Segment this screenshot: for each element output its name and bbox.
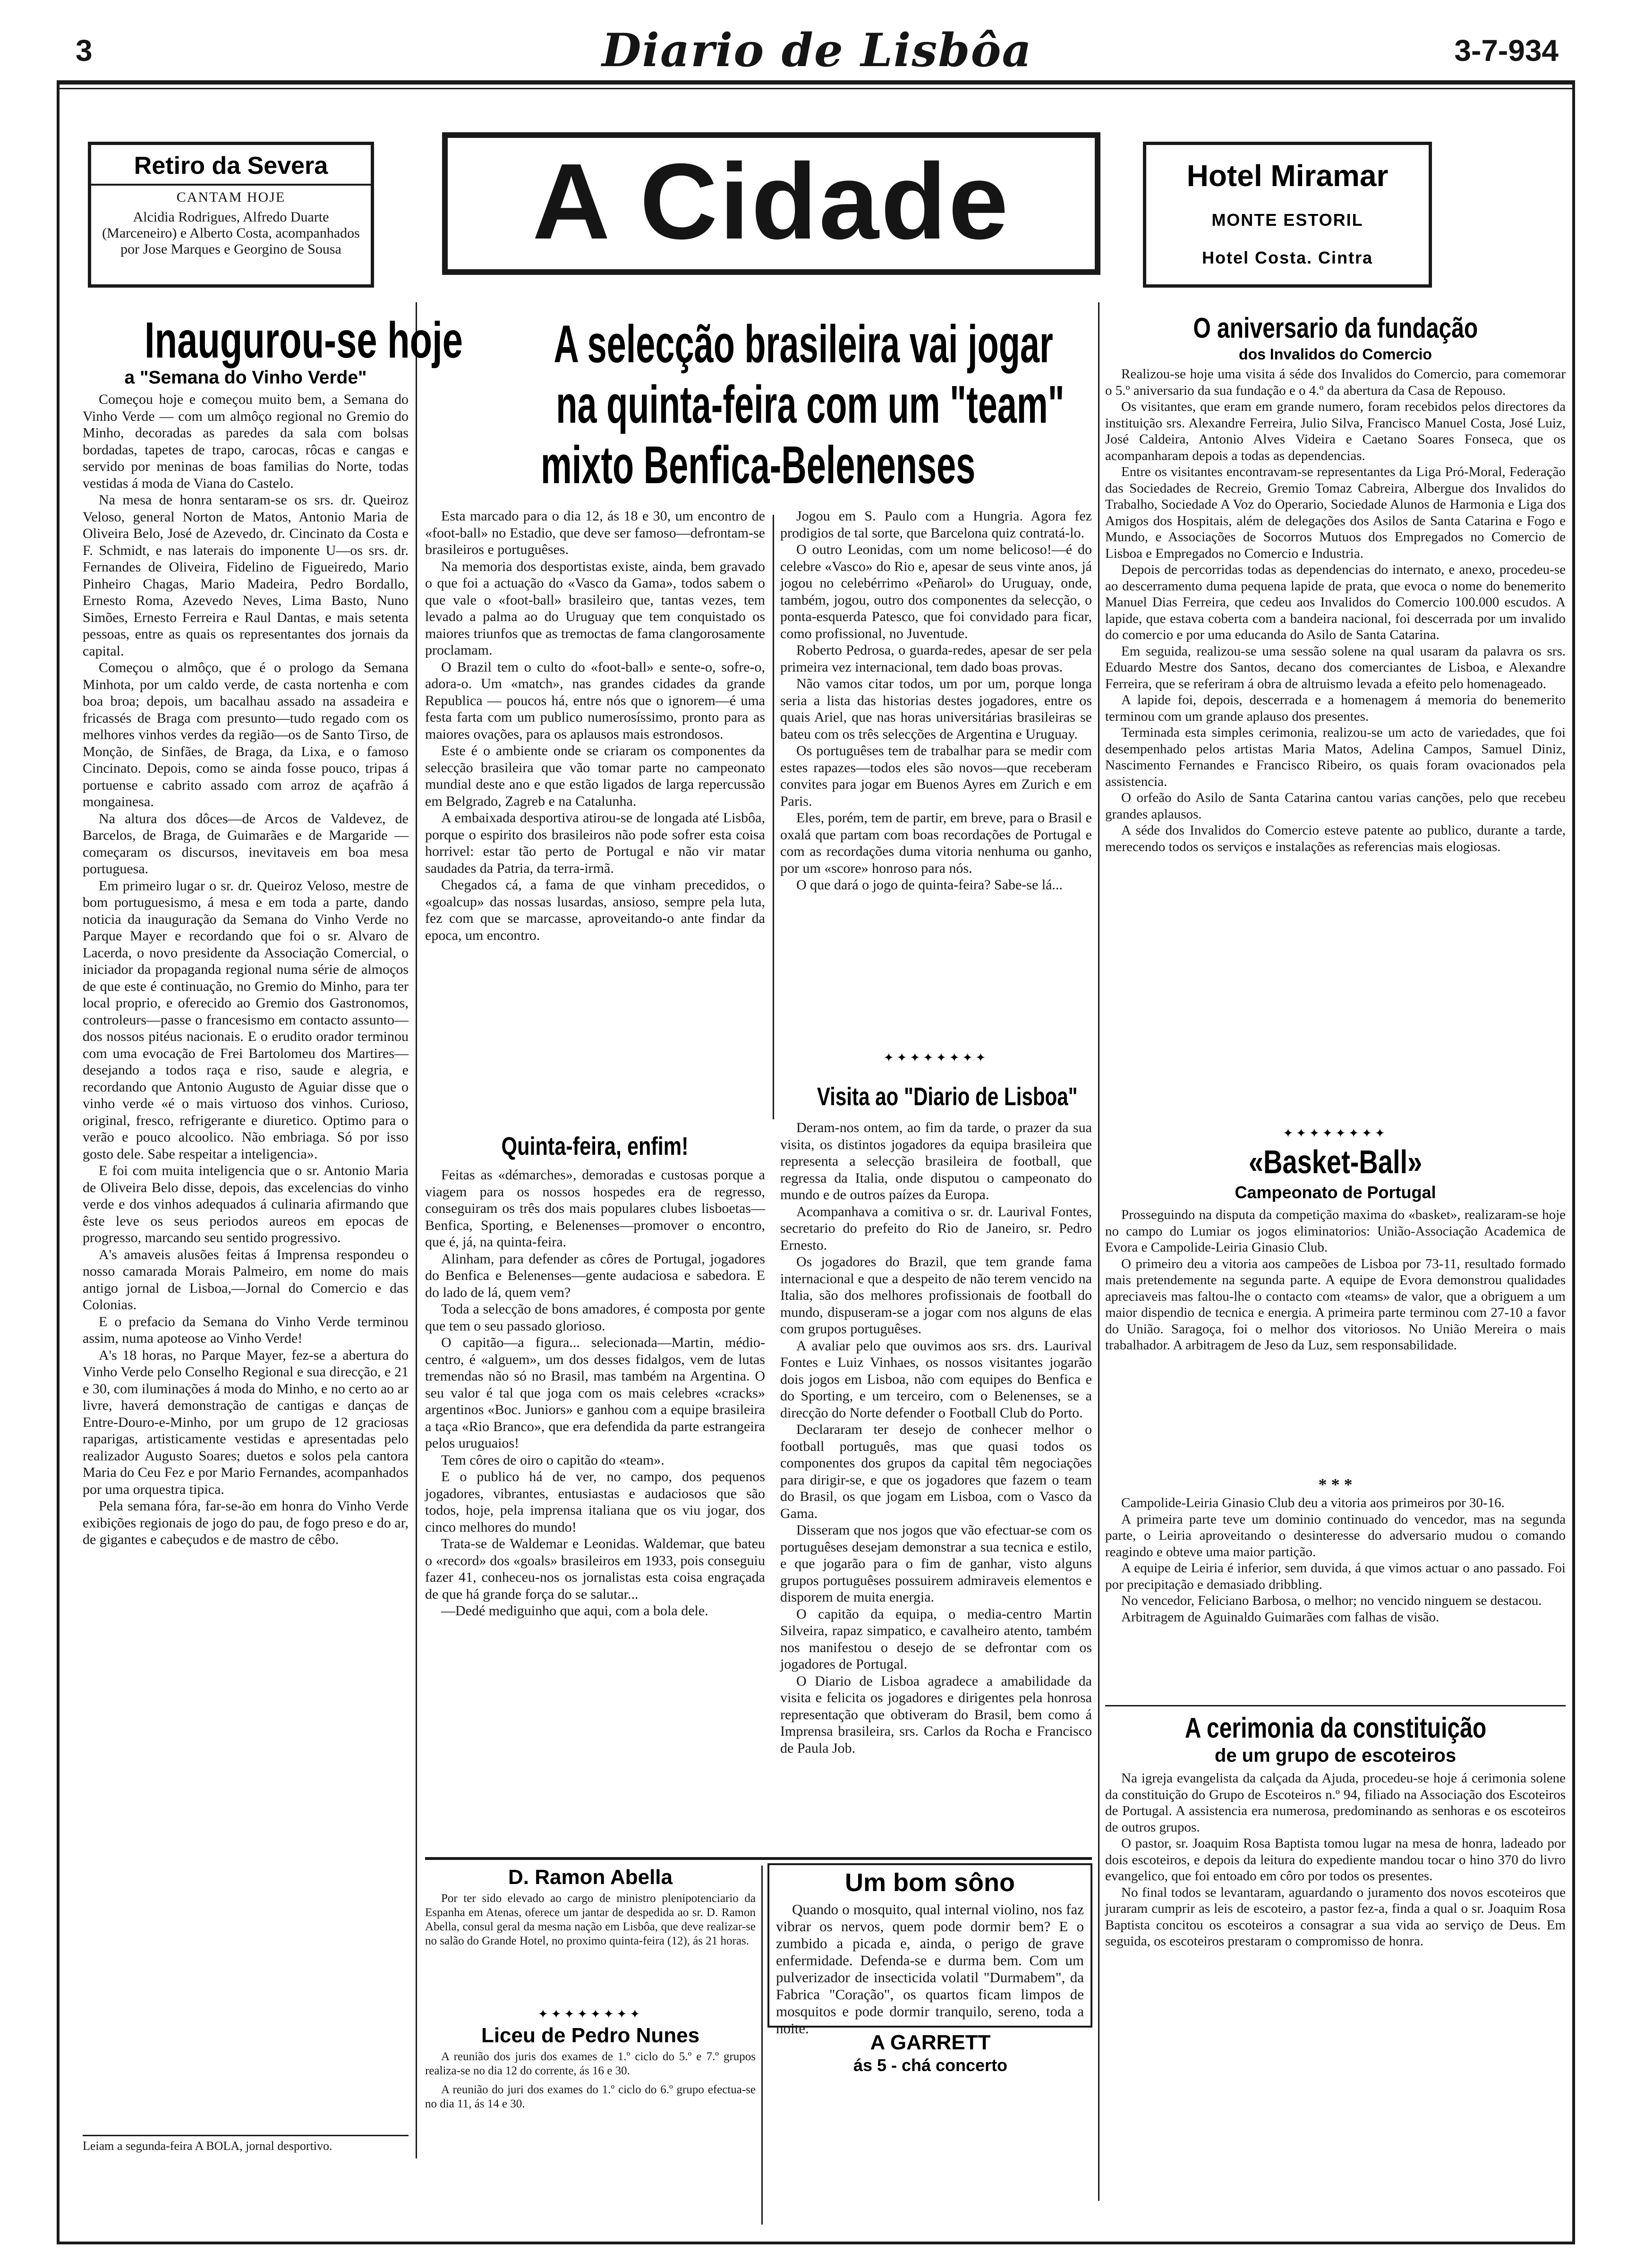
vinho-paragraph: Na mesa de honra sentaram-se os srs. dr. Queiroz Veloso, general Norton de Matos, Antonio Maria de Oliveira Belo, José de Azevedo, dr. Cincinato da Costa e F. Schmidt, e nas laterais do imponente U—os srs. dr. Fernandes de Oliveira, Fidelino de Figueiredo, Mario Pinheiro Chagas, Mario Madeira, Pedro Bordallo, Ernesto Roma, Azevedo Neves, Lima Basto, Nuno Simões, Ernesto Ferreira e Raul Dantas, e mais setenta pessoas, entre as quais os representantes dos jornais da capital. bbox=[83, 492, 409, 659]
visita-paragraph: Os jogadores do Brazil, que tem grande fama internacional e que a despeito de não terem vencido na Italia, são dos melhores profissionais de football do mundo, dispuseram-se a jogar com nos alguns de elas com grupos portuguêses. bbox=[780, 1254, 1092, 1337]
selecao-paragraph: O que dará o jogo de quinta-feira? Sabe-se lá... bbox=[796, 877, 1063, 893]
selecao-headline-line3: mixto Benfica-Belenenses bbox=[540, 435, 976, 495]
aniversario-paragraph: Realizou-se hoje uma visita á séde dos Invalidos do Comercio, para comemorar o 5.º aniversario da sua fundação e o 4.º da abertura da Casa de Repouso. bbox=[1105, 367, 1566, 398]
column-rule-1 bbox=[416, 302, 417, 2158]
selecao-paragraph: Tem côres de oiro o capitão do «team». bbox=[441, 1452, 665, 1468]
header-rule bbox=[57, 80, 1575, 85]
liceu-paragraph: A reunião do juri dos exames do 1.º ciclo do 6.º grupo efectua-se no dia 11, ás 14 e 30. bbox=[425, 2083, 756, 2110]
aniversario-paragraph: O orfeão do Asilo de Santa Catarina cantou varias canções, pelo que recebeu grandes aplausos. bbox=[1105, 790, 1566, 822]
ad-retiro-title: Retiro da Severa bbox=[134, 152, 328, 179]
liceu-headline: Liceu de Pedro Nunes bbox=[481, 2024, 700, 2047]
ad-retiro-da-severa bbox=[88, 142, 374, 288]
column-rule-4 bbox=[761, 1866, 763, 2225]
basket-headline-text: «Basket-Ball» bbox=[1248, 1143, 1423, 1180]
header-rule-thin bbox=[57, 88, 1575, 89]
vinho-paragraph: A's amaveis alusões feitas á Imprensa respondeu o nosso camarada Morais Palmeiro, em nome do mais antigo jornal de Lisboa,—Jornal do Comercio e das Colonias. bbox=[83, 1246, 409, 1313]
aniversario-paragraph: Terminada esta simples cerimonia, realizou-se um acto de variedades, que foi desempenhado pelos artistas Maria Matos, Adelina Campos, Samuel Diniz, Nascimento Fernandes e Francisco Ribeiro, os quais foram ovacionados pela assistencia. bbox=[1105, 725, 1566, 789]
escoteiros-headline-text: A cerimonia da constituição bbox=[1184, 1712, 1486, 1744]
visita-headline-text: Visita ao "Diario de Lisboa" bbox=[817, 1083, 1078, 1111]
ad-cidade-title: A Cidade bbox=[532, 142, 1010, 262]
selecao-paragraph: O capitão—a figura... selecionada—Martin, médio-centro, é «alguem», um dos desses fidalgos, vem de lutas tremendas não só no Brasil, mas também na Argentina. O seu valor é tal que joga com os mais celebres «cracks» argentinos «Boc. Juniors» e ganhou com a equipe brasileira a taça «Rio Branco», que era defendida da parte estrangeira pelos uruguaios! bbox=[425, 1335, 765, 1451]
selecao-paragraph: Este é o ambiente onde se criaram os componentes da selecção brasileira que vão tomar parte no campeonato mundial deste ano e que estão ligados de larga repercussão em Belgrado, Zagreb e na Catalunha. bbox=[425, 743, 765, 809]
selecao-paragraph: O outro Leonidas, com um nome belicoso!—é do celebre «Vasco» do Rio e, apesar de seus vinte anos, já jogou no celebérrimo «Peñarol» do Uruguay, onde, também, jogou, outro dos componentes da selecção, o ponta-esquerda Patesco, que foi convidado para ficar, como profissional, no Juventude. bbox=[780, 542, 1092, 641]
lower-band-rule bbox=[425, 1857, 1092, 1860]
liceu-paragraph: A reunião dos juris dos exames de 1.º ciclo do 5.º e 7.º grupos realiza-se no dia 12 do corrente, ás 16 e 30. bbox=[425, 2050, 756, 2077]
vinho-subhead: a "Semana do Vinho Verde" bbox=[124, 367, 367, 388]
visita-paragraph: O capitão da equipa, o media-centro Martin Silveira, rapaz simpatico, e cavalheiro atento, também nos manifestou o desejo de se defrontar com os jogadores de Portugal. bbox=[780, 1606, 1092, 1672]
sono-headline: Um bom sôno bbox=[845, 1868, 1015, 1897]
aniversario-paragraph: A lapide foi, depois, descerrada e a homenagem á memoria do benemerito terminou com um grande aplauso dos presentes. bbox=[1105, 692, 1566, 724]
basket-body-b bbox=[1105, 1495, 1566, 1698]
vinho-paragraph: A's 18 horas, no Parque Mayer, fez-se a abertura do Vinho Verde pelo Conselho Regional e sua direcção, e 21 e 30, com iluminações á moda do Minho, e no certo ao ar livre, haverá demonstração de cantigas e danças de Entre-Douro-e-Minho, por um grupo de 12 graciosas raparigas, artisticamente vestidas e apresentadas pelo realizador Augusto Soares; duetos e solos pela cantora Maria do Ceu Fez e por Mario Fernandes, acompanhados por uma orquestra tipica. bbox=[83, 1347, 409, 1497]
selecao-paragraph: Toda a selecção de bons amadores, é composta por gente que tem o seu passado glorioso. bbox=[425, 1301, 765, 1334]
selecao-column-2 bbox=[780, 508, 1092, 1032]
aniversario-headline bbox=[1105, 312, 1566, 345]
ad-a-cidade bbox=[442, 132, 1100, 275]
escoteiros-paragraph: No final todos se levantaram, aguardando o juramento dos novos escoteiros que juraram cumprir as leis de escoteiro, a pastor fez-a, finda a qual o sr. Joaquim Rosa Baptista concitou os escoteiros a consagrar a sua vida ao serviço de Deus. Em seguida, os escoteiros prestaram o compromisso de honra. bbox=[1105, 1884, 1566, 1949]
basket-subhead: Campeonato de Portugal bbox=[1235, 1183, 1436, 1202]
selecao-paragraph: A embaixada desportiva atirou-se de longada até Lisbôa, porque o espirito dos brasileiros não pode sofrer esta coisa horrivel: estar tão perto de Portugal e não vir matar saudades da Patria, da terra-irmã. bbox=[425, 810, 765, 876]
escoteiros-rule bbox=[1105, 1705, 1566, 1706]
selecao-paragraph: Na memoria dos desportistas existe, ainda, bem gravado o que foi a actuação do «Vasco da Gama», todos sabem o que vale o «foot-ball» brasileiro que, tantas vezes, tem levado a palma ao do Uruguay que tem conquistado os maiores triunfos que as tremoctas de fama clangorosamente proclamam. bbox=[425, 558, 765, 658]
issue-date: 3-7-934 bbox=[1454, 34, 1559, 68]
visita-paragraph: A avaliar pelo que ouvimos aos srs. drs. Laurival Fontes e Luiz Vinhaes, os nossos visitantes jogarão dois jogos em Lisboa, não com equipes do Benfica e do Sporting, e um terceiro, com o Belenenses, se a direcção do Norte defender o Football Club do Porto. bbox=[780, 1338, 1092, 1421]
vinho-paragraph: Começou hoje e começou muito bem, a Semana do Vinho Verde — com um almôço regional no Gremio do Minho, decoradas as paredes da sala com bolsas bordadas, tapetes de trapo, carocas, rôcas e cangas e servido por meninas de boas familias do Norte, todas vestidas á moda de Viana do Castelo. bbox=[83, 392, 409, 491]
selecao-paragraph: —Dedé mediguinho que aqui, com a bola dele. bbox=[441, 1603, 708, 1619]
aniversario-paragraph: A séde dos Invalidos do Comercio esteve patente ao publico, durante a tarde, merecendo todos os serviços e instalações as referencias mais elogiosas. bbox=[1105, 823, 1566, 854]
basket-paragraph: A primeira parte teve um dominio continuado do vencedor, mas na segunda parte, o Leiria aproveitando o desinteresse do adversario mudou o comando reagindo e obteve uma maior partição. bbox=[1105, 1511, 1566, 1560]
ad-miramar-title: Hotel Miramar bbox=[1186, 159, 1389, 193]
selecao-headline-line1: A selecção brasileira vai jogar bbox=[554, 315, 1053, 374]
aniversario-paragraph: Em seguida, realizou-se uma sessão solene na qual usaram da palavra os srs. Eduardo Mestre dos Santos, decano dos comerciantes de Lisboa, e Alexandre Ferreira, que se referiram á obra de altruismo levada a efeito pelo homenageado. bbox=[1105, 643, 1566, 691]
selecao-paragraph: Os portuguêses tem de trabalhar para se medir com estes rapazes—todos eles são novos—que receberam convites para jogar em Buenos Ayres em Zurich e em Paris. bbox=[780, 743, 1092, 809]
frame-left bbox=[57, 80, 60, 2243]
vinho-paragraph: Em primeiro lugar o sr. dr. Queiroz Veloso, mestre de bom portuguesismo, á mesa e em toda a parte, dando noticia da inauguração da Semana do Vinho Verde no Parque Mayer e recordando que foi o sr. Alvaro de Lacerda, o novo presidente da Associação Comercial, o iniciador da propaganda regional numa série de almoços de que este é continuação, no Gremio do Minho, para ter local proprio, e oferecido ao Gremio dos Gastronomos, controleurs—passe o francesismo em contacto assunto—dos nossos pitéus nacionais. E o erudito orador terminou com uma evocação de Frei Bartolomeu dos Martires—desejando a todos raça e riso, saude e alegria, e recordando que Antonio Augusto de Aguiar disse que o vinho verde «é o mais virtuoso dos vinhos. Curioso, original, fresco, refrigerante e diuretico. Optimo para o verão e pouco alcoolico. Não embriaga. Só por isso gosto dele. Sabe respeitar a inteligencia». bbox=[83, 878, 409, 1162]
visita-paragraph: Acompanhava a comitiva o sr. dr. Laurival Fontes, secretario do prefeito do Rio de Janeiro, sr. Pedro Ernesto. bbox=[780, 1203, 1092, 1253]
abella-body: Por ter sido elevado ao cargo de ministro plenipotenciario da Espanha em Atenas, oferece um jantar de despedida ao sr. D. Ramon Abella, consul geral da mesma nação em Lisbôa, que deve realizar-se no salão do Grande Hotel, no proximo quinta-feira (12), ás 21 horas. bbox=[425, 1892, 756, 1947]
escoteiros-paragraph: Na igreja evangelista da calçada da Ajuda, procedeu-se hoje á cerimonia solene da constituição do Grupo de Escoteiros n.º 94, filiado na Associação dos Escoteiros de Portugal. A assistencia era numerosa, predominando as senhoras e os escoteiros de outros grupos. bbox=[1105, 1771, 1566, 1835]
aniversario-paragraph: Entre os visitantes encontravam-se representantes da Liga Pró-Moral, Federação das Sociedades de Recreio, Gremio Tomaz Cabreira, Albergue dos Invalidos do Trabalho, Sociedade A Voz do Operario, Sociedade Alunos de Harmonia e Liga dos Amigos dos Hospitais, além de delegações dos Asilos de Santa Catarina e Fogo e Mundo, e Associações de Socorros Mutuos dos Empregados no Comercio de Lisboa e Empregados no Comercio e Industria. bbox=[1105, 464, 1566, 561]
basket-headline bbox=[1105, 1143, 1566, 1181]
aniversario-paragraph: Depois de percorridas todas as dependencias do internato, e anexo, procedeu-se ao descerramento duma pequena lapide de prata, que evoca o nome do benemerito Manuel Dias Ferreira, que cedeu aos Invalidos do Comercio 100.000 escudos. A lapide, que estava coberta com a bandeira nacional, foi descerrada por um invalido do comercio e por uma educanda do Asilo de Santa Catarina. bbox=[1105, 562, 1566, 642]
aniversario-paragraph: Os visitantes, que eram em grande numero, foram recebidos pelos directores da instituição srs. Alexandre Ferreira, Julio Silva, Francisco Manuel Costa, José Luiz, José Caldeira, Antonio Alves Videira e Caetano Soares Fonseca, que os acompanharam depois a todas as dependencias. bbox=[1105, 399, 1566, 463]
selecao-paragraph: O Brazil tem o culto do «foot-ball» e sente-o, sofre-o, adora-o. Um «match», nas grandes cidades da grande Republica — poucos há, entre nós que o ignorem—é uma festa farta com um publico numerosíssimo, pronto para as maiores ovações, para os aplausos mais estrondosos. bbox=[425, 659, 765, 742]
frame-right bbox=[1572, 80, 1575, 2243]
selecao-column-1 bbox=[425, 508, 765, 1122]
basket-stars: * * * bbox=[1318, 1475, 1353, 1494]
aniversario-subhead: dos Invalidos do Comercio bbox=[1239, 346, 1432, 363]
vinho-footer-rule bbox=[83, 2135, 409, 2136]
basket-paragraph: Arbitragem de Aguinaldo Guimarães com falhas de visão. bbox=[1121, 1609, 1440, 1625]
basket-paragraph: Campolide-Leiria Ginasio Club deu a vitoria aos primeiros por 30-16. bbox=[1121, 1495, 1505, 1510]
ornament-divider-abella: ✦✦✦✦✦✦✦✦ bbox=[537, 2007, 643, 2021]
selecao-paragraph: Trata-se de Waldemar e Leonidas. Waldemar, que bateu o «record» dos «goals» brasileiros em 1933, pois conseguiu fazer 41, conheceu-nos os jornalistas esta coisa engraçada de que há grande força do se salutar... bbox=[425, 1536, 765, 1602]
vinho-headline-text: Inaugurou-se hoje bbox=[145, 311, 463, 368]
basket-paragraph: O primeiro deu a vitoria aos campeões de Lisboa por 73-11, resultado formado mais pretendemente na segunda parte. A equipe de Evora demonstrou qualidades apreciaveis mas faltou-lhe o contacto com «teams» de valor, que a obriguem a um maior dispendio de tecnica e energia. A primeira parte terminou com 27-10 a favor do União. Saragoça, foi o melhor dos vitoriosos. No União Mereira o mais trabalhador. A arbitragem de Jeso da Luz, sem responsabilidade. bbox=[1105, 1256, 1566, 1353]
ad-miramar-line1: MONTE ESTORIL bbox=[1211, 210, 1363, 230]
ad-hotel-miramar bbox=[1143, 142, 1432, 288]
selecao-headline-line2: na quinta-feira com um "team" bbox=[556, 375, 1065, 434]
ad-retiro-subtitle: CANTAM HOJE bbox=[176, 189, 286, 205]
visita-paragraph: Declararam ter desejo de conhecer melhor o football português, mas que quasi todos os componentes dos grupos da capital têm negociações para dirigir-se, e que os jogadores que fazem o team do Brasil, os que jogam em Lisboa, com o Vasco da Gama. bbox=[780, 1422, 1092, 1521]
escoteiros-body bbox=[1105, 1770, 1566, 2238]
abella-headline: D. Ramon Abella bbox=[508, 1866, 673, 1889]
vinho-paragraph: Começou o almôço, que é o prologo da Semana Minhota, por um caldo verde, de casta nortenha e com boa broa; depois, um bacalhau assado na assadeira e fricassés de Braga com presunto—tudo regado com os melhores vinhos verdes da região—os de Santo Tirso, de Monção, de Sinfães, de Braga, da Lixa, e o famoso Cincinato. Depois, como se ainda fosse pouco, tripas á portuense e cabrito assado com arroz de açafrão á mongainesa. bbox=[83, 660, 409, 810]
selecao-paragraph: Esta marcado para o dia 12, ás 18 e 30, um encontro de «foot-ball» no Estadio, que deve ser famoso—defrontam-se brasileiros e portuguêses. bbox=[425, 508, 765, 557]
visita-paragraph: O Diario de Lisboa agradece a amabilidade da visita e felicita os jogadores e dirigentes pela honrosa representação que obtiveram do Brasil, bem como á Imprensa brasileira, srs. Carlos da Rocha e Francisco de Paula Job. bbox=[780, 1673, 1092, 1756]
selecao-subhead-quinta-text: Quinta-feira, enfim! bbox=[501, 1132, 689, 1160]
garrett-line: ás 5 - chá concerto bbox=[853, 2055, 1008, 2075]
vinho-headline bbox=[83, 311, 463, 368]
vinho-paragraph: Pela semana fóra, far-se-ão em honra do Vinho Verde exibições regionais de jogo do pau, de fogo preso e do ar, de gigantes e cabeçudos e de mastro de cêbo. bbox=[83, 1498, 409, 1547]
selecao-paragraph: Feitas as «démarches», demoradas e custosas porque a viagem para os nossos hospedes era de regresso, conseguiram os três dos mais populares clubes lisboetas—Benfica, Sporting, e Belenenses—promover o encontro, que é, já, na quinta-feira. bbox=[425, 1167, 765, 1250]
vinho-footer: Leiam a segunda-feira A BOLA, jornal desportivo. bbox=[83, 2139, 332, 2153]
vinho-paragraph: E o prefacio da Semana do Vinho Verde terminou assim, numa apoteose ao Vinho Verde! bbox=[83, 1313, 409, 1346]
visita-body bbox=[780, 1119, 1092, 1847]
ornament-divider-right: ✦✦✦✦✦✦✦✦ bbox=[1283, 1126, 1388, 1140]
vinho-paragraph: E foi com muita inteligencia que o sr. Antonio Maria de Oliveira Belo disse, depois, das excelencias do vinho verde e dos vinhos adequados á culinaria afirmando que êste leve os seus periodos aureos em epocas de progresso, marcando seu sentido progressivo. bbox=[83, 1163, 409, 1245]
selecao-paragraph: Chegados cá, a fama de que vinham precedidos, o «goalcup» das nossas lusardas, ansioso, sempre pela luta, fez com que se marcasse, aproveitando-o ante findar da epoca, um encontro. bbox=[425, 877, 765, 943]
liceu-body bbox=[425, 2050, 756, 2206]
aniversario-body bbox=[1105, 366, 1566, 1117]
escoteiros-paragraph: O pastor, sr. Joaquim Rosa Baptista tomou lugar na mesa de honra, ladeado por dois escoteiros, e depois da leitura do expediente mandou tocar o hino 370 do livro evangelico, que foi entoado em côro por todos os presentes. bbox=[1105, 1836, 1566, 1884]
vinho-body bbox=[83, 391, 409, 2013]
basket-paragraph: Prosseguindo na disputa da competição maxima do «basket», realizaram-se hoje no campo do Lumiar os jogos eliminatorios: União-Associação Academica de Evora e Campolide-Leiria Ginasio Club. bbox=[1105, 1207, 1566, 1255]
ad-retiro-divider bbox=[91, 184, 371, 186]
column-rule-2 bbox=[773, 515, 774, 1119]
selecao-column-1b bbox=[425, 1167, 765, 1847]
visita-paragraph: Deram-nos ontem, ao fim da tarde, o prazer da sua visita, os distintos jogadores da equipa brasileira que representa a selecção brasileira de football, que regressa da Italia, onde disputou o campeonato do mundo e de outros paízes da Europa. bbox=[780, 1120, 1092, 1202]
visita-paragraph: Disseram que nos jogos que vão efectuar-se com os portuguêses desejam demonstrar a sua tecnica e estilo, e que jogarão para o fim de ganhar, visto alguns grupos portuguêses possuirem admiraveis elementos e disporem de muita energia. bbox=[780, 1522, 1092, 1605]
vinho-paragraph: Na altura dos dôces—de Arcos de Valdevez, de Barcelos, de Braga, de Guimarães e de Margaride — começaram os discursos, inevitaveis em boa mesa portuguesa. bbox=[83, 810, 409, 877]
selecao-paragraph: Jogou em S. Paulo com a Hungria. Agora fez prodigios de tal sorte, que Barcelona quiz contratá-lo. bbox=[780, 508, 1092, 541]
visita-headline bbox=[780, 1082, 1092, 1112]
ad-miramar-line2: Hotel Costa. Cintra bbox=[1201, 248, 1373, 267]
column-rule-3 bbox=[1098, 302, 1099, 2201]
selecao-paragraph: Eles, porém, tem de partir, em breve, para o Brasil e oxalá que partam com boas recordações de Portugal e com as recordações duma vitoria nenhuma ou ganho, por um «score» honroso para nós. bbox=[780, 810, 1092, 876]
masthead: Diario de Lisbôa bbox=[602, 24, 1032, 77]
garrett-title: A GARRETT bbox=[870, 2031, 991, 2054]
aniversario-headline-text: O aniversario da fundação bbox=[1193, 312, 1478, 344]
page-number: 3 bbox=[76, 34, 93, 68]
basket-paragraph: A equipe de Leiria é inferior, sem duvida, á que vimos actuar o ano passado. Foi por precipitação e demasiado dribbling. bbox=[1105, 1560, 1566, 1592]
ad-retiro-body: Alcidia Rodrigues, Alfredo Duarte (Marceneiro) e Alberto Costa, acompanhados por Jose Marques e Georgino de Sousa bbox=[102, 209, 360, 257]
sono-box bbox=[767, 1863, 1092, 2037]
selecao-paragraph: Roberto Pedrosa, o guarda-redes, apesar de ser pela primeira vez internacional, tem dado boas provas. bbox=[780, 642, 1092, 675]
selecao-paragraph: Não vamos citar todos, um por um, porque longa seria a lista das historias destes jogadores, entre os quais Ariel, que nas horas universitárias brasileiras se bateu com os três selecções de Argentina e Uruguay. bbox=[780, 676, 1092, 742]
escoteiros-subhead: de um grupo de escoteiros bbox=[1214, 1745, 1457, 1766]
frame-bottom bbox=[57, 2242, 1575, 2244]
selecao-subhead-quinta bbox=[425, 1131, 765, 1161]
selecao-headline bbox=[425, 314, 1091, 495]
basket-body bbox=[1105, 1207, 1566, 1471]
ornament-divider: ✦✦✦✦✦✦✦✦ bbox=[883, 1051, 989, 1065]
basket-paragraph: No vencedor, Feliciano Barbosa, o melhor; no vencido ninguem se destacou. bbox=[1121, 1593, 1542, 1608]
sono-body: Quando o mosquito, qual internal violino, nos faz vibrar os nervos, quem pode dormir bem? E o zumbido a picada e, ainda, o perigo de grave enfermidade. Defenda-se e durma bem. Com um pulverizador de insecticida volatil "Durmabem", da Fabrica "Coração", os quartos ficam limpos de mosquitos e pode dormir tranquilo, sereno, toda a noite. bbox=[776, 1901, 1084, 2037]
escoteiros-headline bbox=[1105, 1712, 1566, 1744]
selecao-paragraph: Alinham, para defender as côres de Portugal, jogadores do Benfica e Belenenses—gente audaciosa e sabedora. E do lado de lá, quem vem? bbox=[425, 1251, 765, 1300]
selecao-paragraph: E o publico há de ver, no campo, dos pequenos jogadores, vibrantes, entusiastas e audaciosos que são todos, hoje, pela imprensa italiana que os viu jogar, dos cinco melhores do mundo! bbox=[425, 1469, 765, 1535]
